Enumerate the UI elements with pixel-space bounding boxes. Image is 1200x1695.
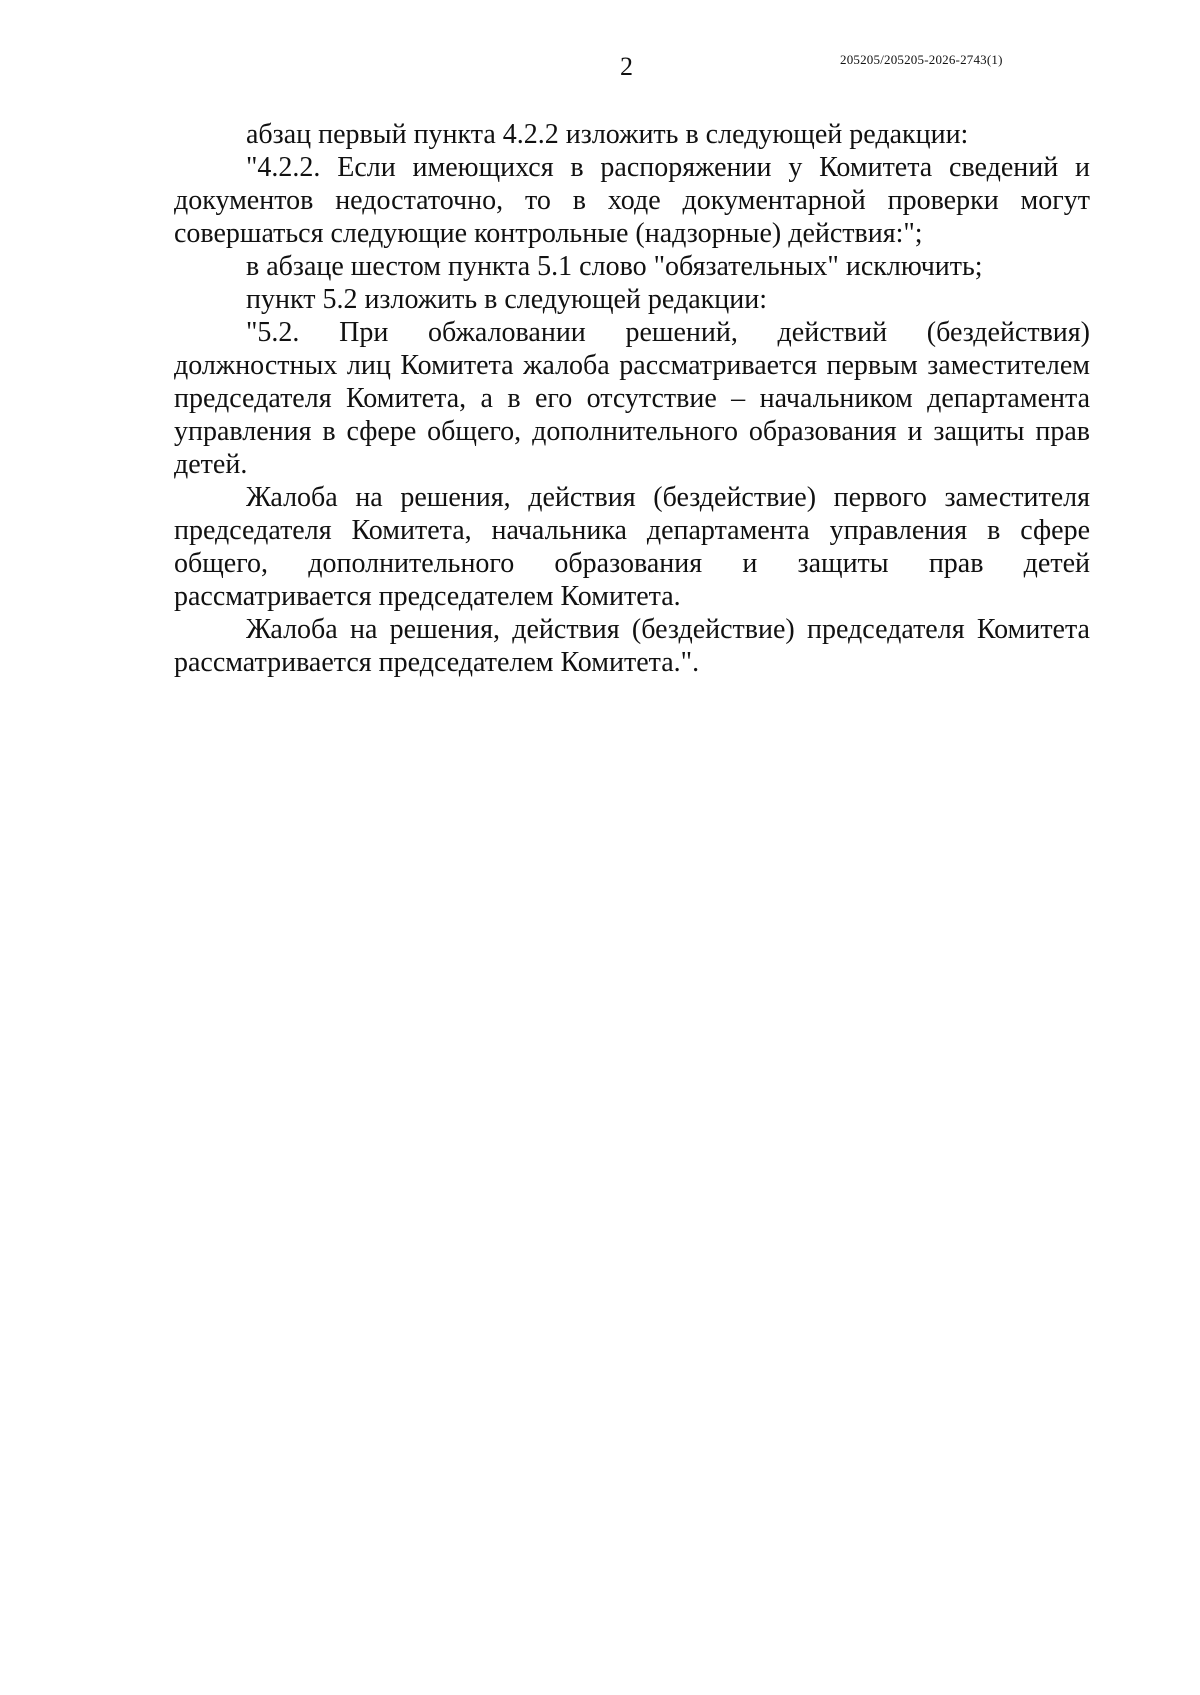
paragraph-complaint-deputy: Жалоба на решения, действия (бездействие) первого заместителя председателя Комитета, начальника департамента управления в сфере общего, дополнительного образования и защиты прав детей рассматривается председателем Комитета. — [174, 482, 1090, 612]
paragraph-5-2-text: "5.2. При обжаловании решений, действий (бездействия) должностных лиц Комитета жалоба рассматривается первым заместителем председателя Комитета, а в его отсутствие – начальником департамента управления в сфере общего, дополнительного образования и защиты прав детей. — [174, 317, 1090, 480]
document-code: 205205/205205-2026-2743(1) — [840, 52, 1003, 67]
paragraph-4-2-2-text: "4.2.2. Если имеющихся в распоряжении у Комитета сведений и документов недостаточно, то в ходе документарной проверки могут совершаться следующие контрольные (надзорные) действия:"; — [174, 152, 1090, 249]
paragraph-complaint-chairman: Жалоба на решения, действия (бездействие) председателя Комитета рассматривается председателем Комитета.". — [174, 614, 1090, 678]
document-body — [174, 118, 1090, 679]
paragraph-amend-5-2: пункт 5.2 изложить в следующей редакции: — [246, 284, 767, 315]
page-number: 2 — [620, 52, 633, 81]
paragraph-amend-4-2-2: абзац первый пункта 4.2.2 изложить в следующей редакции: — [246, 119, 969, 150]
paragraph-amend-5-1: в абзаце шестом пункта 5.1 слово "обязательных" исключить; — [246, 251, 983, 282]
